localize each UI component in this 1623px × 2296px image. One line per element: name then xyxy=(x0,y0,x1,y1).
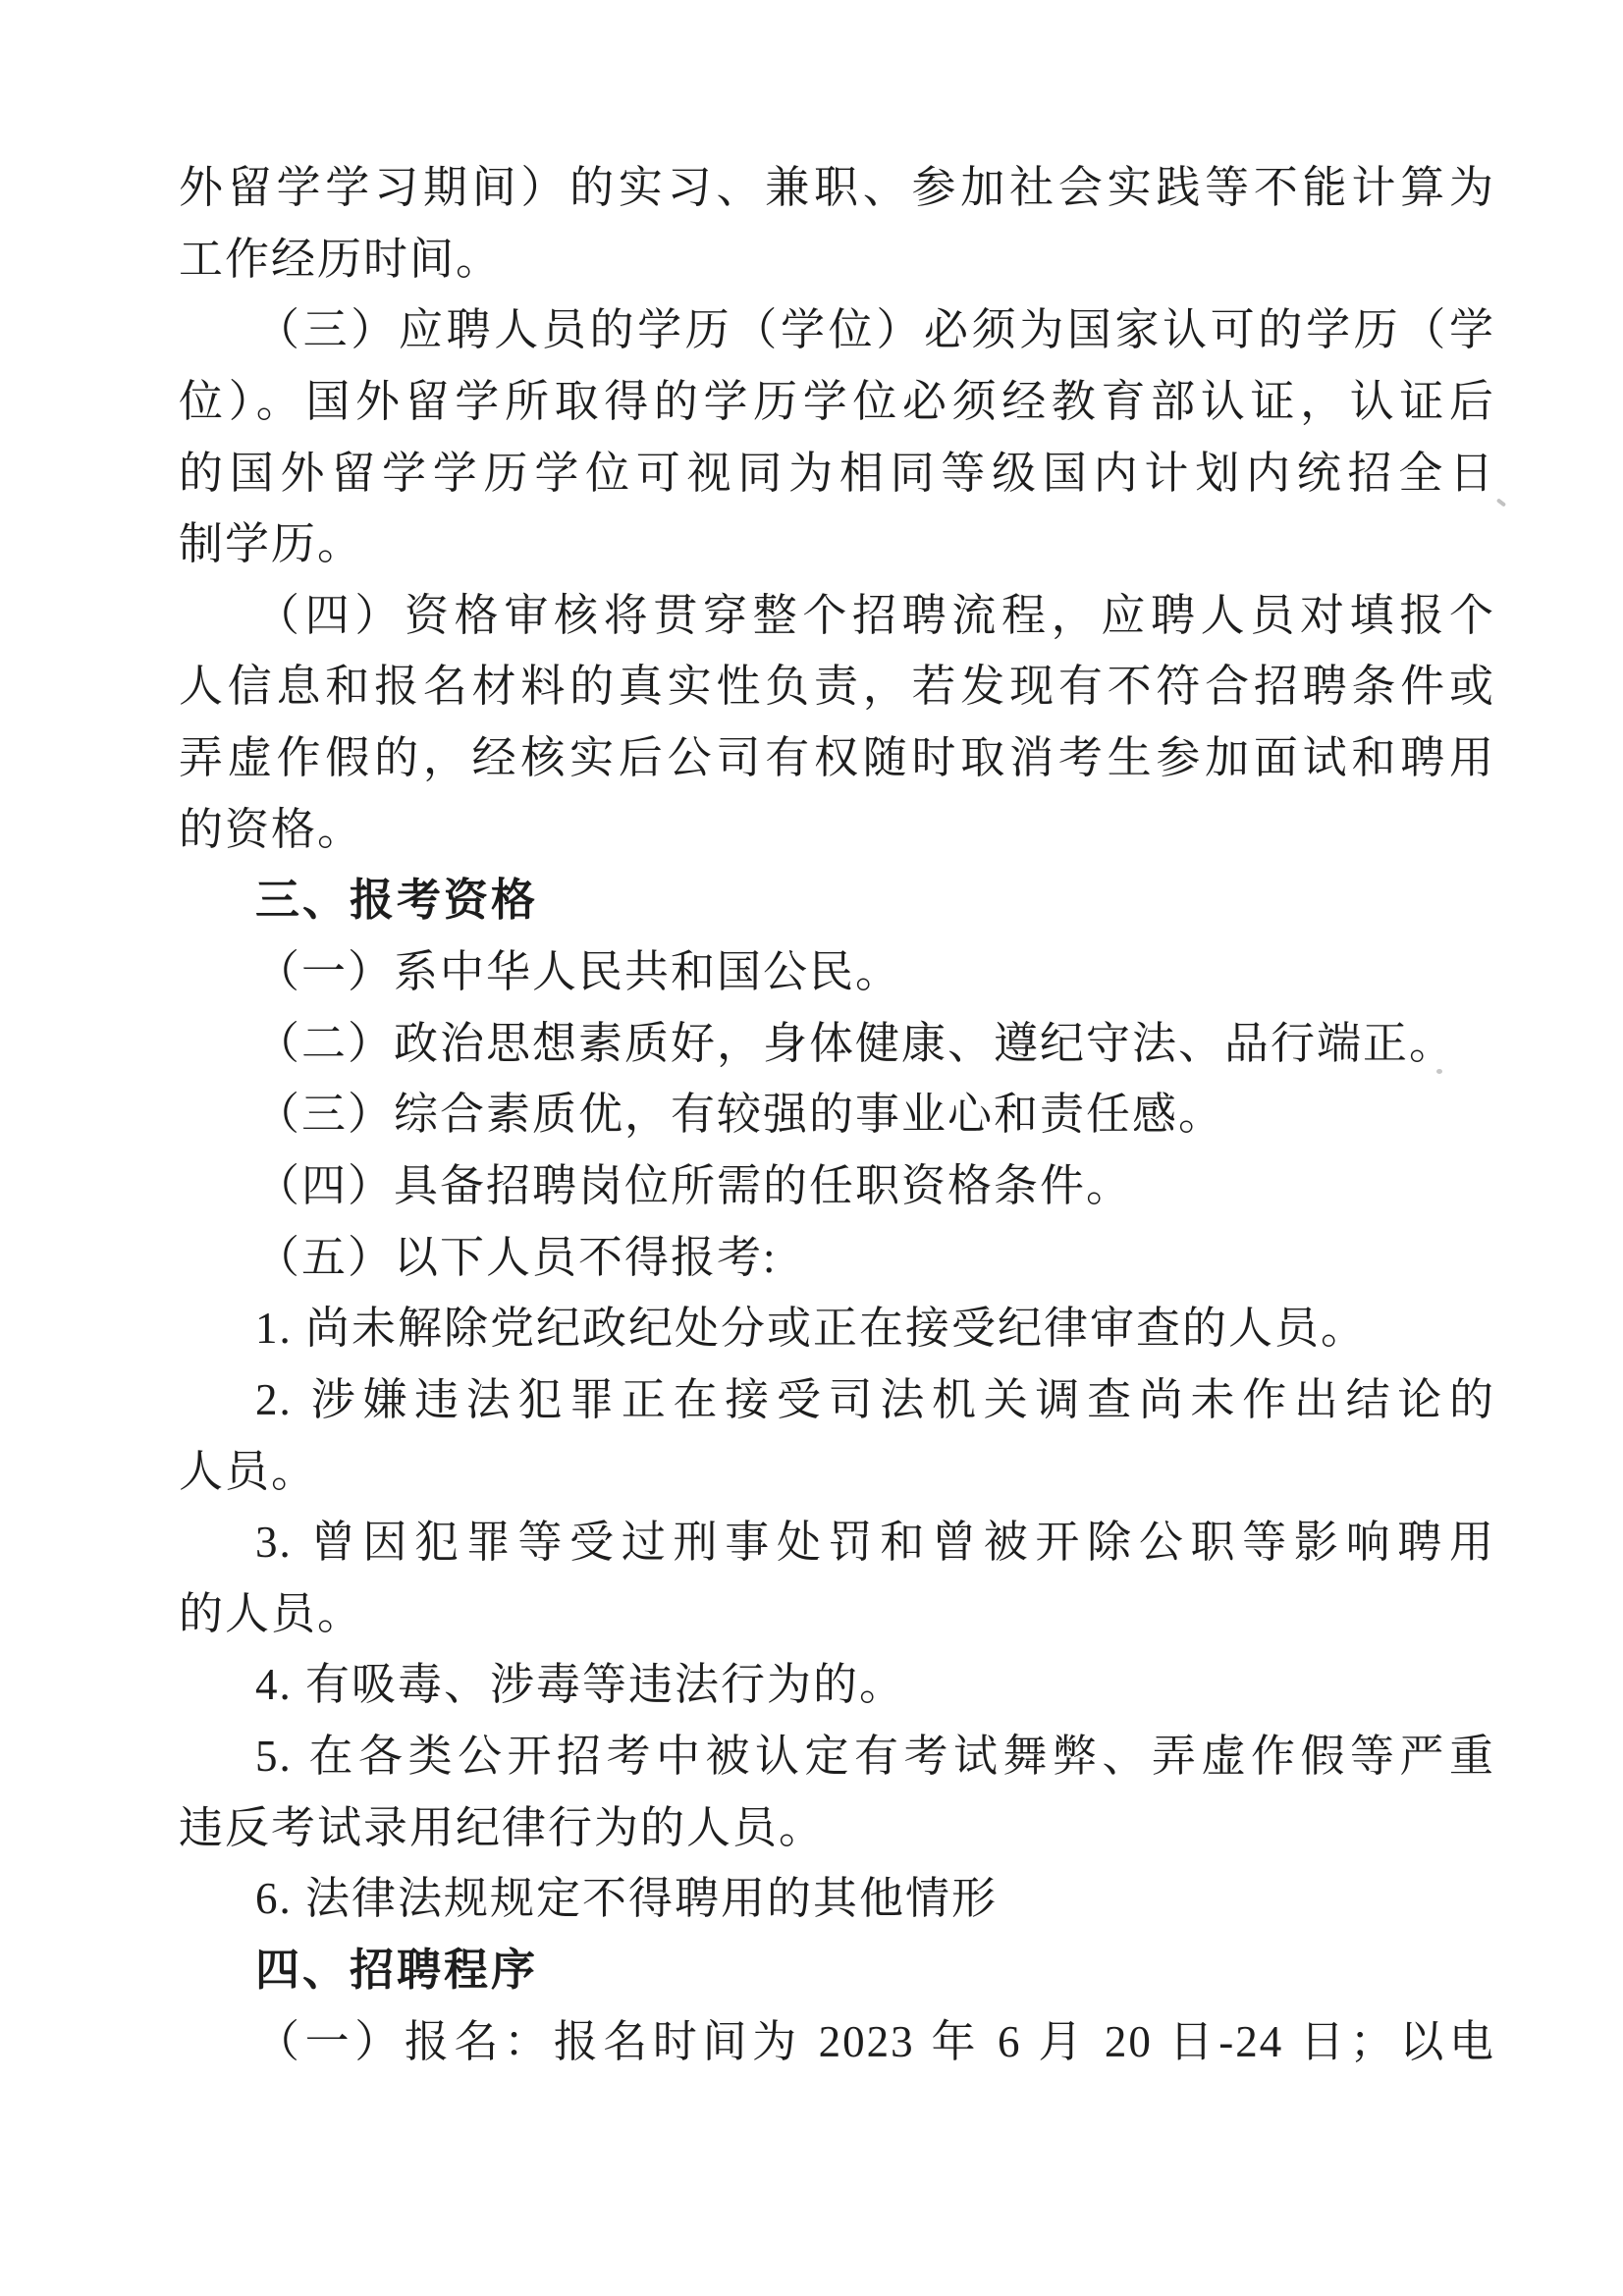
text-line: 人员。 xyxy=(179,1446,318,1496)
scan-artifact xyxy=(1496,498,1506,507)
text-line: 5. 在各类公开招考中被认定有考试舞弊、弄虚作假等严重 xyxy=(255,1732,1495,1782)
text-line: （五）以下人员不得报考: xyxy=(255,1232,778,1282)
text-line: （三）综合素质优，有较强的事业心和责任感。 xyxy=(255,1090,1225,1140)
section-heading: 三、报考资格 xyxy=(255,876,539,926)
text-line: 外留学学习期间）的实习、兼职、参加社会实践等不能计算为 xyxy=(179,163,1495,212)
text-line: 的人员。 xyxy=(179,1588,364,1638)
text-line: （二）政治思想素质好，身体健康、遵纪守法、品行端正。 xyxy=(255,1018,1456,1068)
text-line: 违反考试录用纪律行为的人员。 xyxy=(179,1802,826,1852)
text-line: （一）报名：报名时间为 2023 年 6 月 20 日-24 日；以电 xyxy=(255,2016,1495,2066)
section-heading: 四、招聘程序 xyxy=(255,1946,539,1996)
text-line: 弄虚作假的，经核实后公司有权随时取消考生参加面试和聘用 xyxy=(179,733,1495,783)
text-line: 位）。国外留学所取得的学历学位必须经教育部认证，认证后 xyxy=(179,376,1495,426)
text-line: 1. 尚未解除党纪政纪处分或正在接受纪律审查的人员。 xyxy=(255,1304,1368,1354)
text-line: 4. 有吸毒、涉毒等违法行为的。 xyxy=(255,1660,906,1710)
text-line: 人信息和报名材料的真实性负责，若发现有不符合招聘条件或 xyxy=(179,662,1495,712)
text-line: 6. 法律法规规定不得聘用的其他情形 xyxy=(255,1874,999,1924)
text-line: 2. 涉嫌违法犯罪正在接受司法机关调查尚未作出结论的 xyxy=(255,1374,1495,1424)
text-line: 工作经历时间。 xyxy=(179,234,503,284)
text-line: 的资格。 xyxy=(179,804,364,854)
text-line: 制学历。 xyxy=(179,519,364,569)
text-line: 的国外留学学历学位可视同为相同等级国内计划内统招全日 xyxy=(179,448,1495,498)
text-line: （四）资格审核将贯穿整个招聘流程，应聘人员对填报个 xyxy=(255,590,1495,640)
page-content xyxy=(179,152,1495,2077)
text-line: （三）应聘人员的学历（学位）必须为国家认可的学历（学 xyxy=(255,305,1495,355)
scan-artifact xyxy=(1436,1069,1442,1074)
text-line: （一）系中华人民共和国公民。 xyxy=(255,947,902,997)
text-line: 3. 曾因犯罪等受过刑事处罚和曾被开除公职等影响聘用 xyxy=(255,1518,1495,1568)
text-line: （四）具备招聘岗位所需的任职资格条件。 xyxy=(255,1160,1133,1210)
